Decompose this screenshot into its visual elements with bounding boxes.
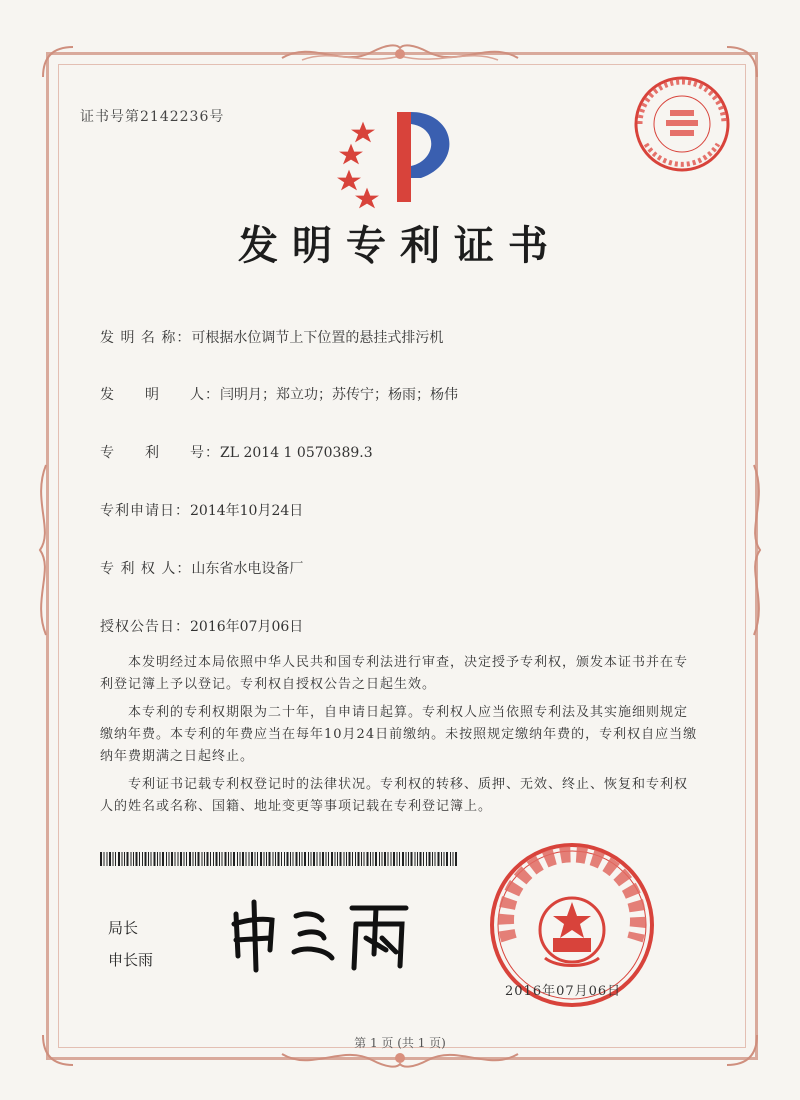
cnipa-logo-icon [335, 102, 470, 212]
top-ornament [272, 38, 528, 72]
director-block [108, 912, 153, 976]
seal-date: 2016年07月06日 [505, 984, 622, 999]
field-value: 可根据水位调节上下位置的悬挂式排污机 [191, 330, 444, 346]
certificate-body [100, 652, 700, 824]
field-patentee [100, 558, 303, 578]
page-footer: 第 1 页 (共 1 页) [354, 1036, 446, 1050]
field-value: 山东省水电设备厂 [191, 561, 304, 577]
left-ornament [28, 460, 58, 640]
field-value: 闫明月；郑立功；苏传宁；杨雨；杨伟 [220, 387, 458, 403]
field-application-date [100, 500, 303, 520]
certificate-serial: 证书号第2142236号 [80, 109, 225, 125]
body-paragraph: 专利证书记载专利权登记时的法律状况。专利权的转移、质押、无效、终止、恢复和专利权人的姓名或名称、国籍、地址变更等事项记载在专利登记簿上。 [100, 777, 689, 814]
right-ornament [742, 460, 772, 640]
field-label: 专 利 号： [100, 445, 220, 461]
field-label: 专 利 权 人： [100, 561, 192, 577]
field-label: 专利申请日： [100, 503, 190, 519]
field-label: 发 明 名 称： [100, 330, 192, 346]
field-patent-number [100, 442, 373, 462]
barcode-icon [100, 852, 460, 866]
field-value: ZL 2014 1 0570389.3 [220, 445, 373, 461]
field-invention-name [100, 327, 443, 347]
director-title: 局长 [108, 919, 139, 937]
field-value: 2016年07月06日 [190, 619, 304, 635]
field-value: 2014年10月24日 [190, 503, 304, 519]
body-paragraph: 本发明经过本局依照中华人民共和国专利法进行审查，决定授予专利权，颁发本证书并在专利登记簿上予以登记。专利权自授权公告之日起生效。 [100, 655, 689, 692]
field-label: 发 明 人： [100, 387, 220, 403]
signature-icon [226, 894, 416, 974]
body-paragraph: 本专利的专利权期限为二十年，自申请日起算。专利权人应当依照专利法及其实施细则规定缴纳年费。本专利的年费应当在每年10月24日前缴纳。未按照规定缴纳年费的，专利权自应当缴纳年费期满之日起终止。 [100, 705, 698, 764]
agency-stamp-icon [632, 74, 732, 174]
field-inventors [100, 384, 458, 404]
corner-ornament-tl [38, 42, 78, 82]
director-name: 申长雨 [108, 951, 154, 969]
field-label: 授权公告日： [100, 619, 190, 635]
certificate-title: 发明专利证书 [238, 222, 562, 269]
field-grant-date [100, 616, 303, 636]
